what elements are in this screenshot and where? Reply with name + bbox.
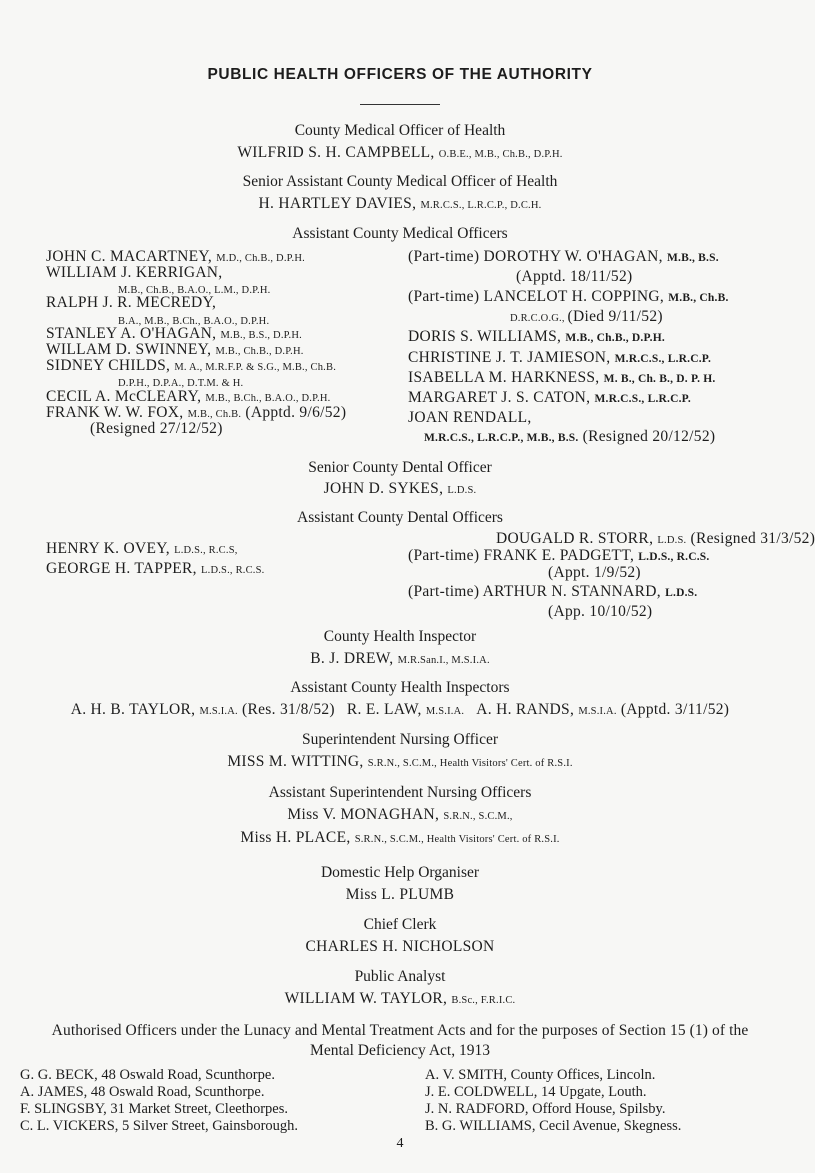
officer-name: Miss V. MONAGHAN, <box>287 806 444 823</box>
officer-name: ISABELLA M. HARKNESS, <box>408 369 604 386</box>
cc-heading: Chief Clerk <box>363 916 437 933</box>
officer-note: (Apptd. 9/6/52) <box>241 404 347 421</box>
auth-officer: J. N. RADFORD, Offord House, Spilsby. <box>425 1101 666 1117</box>
scmo-name: H. HARTLEY DAVIES, <box>258 195 421 212</box>
scmo-line <box>0 195 800 213</box>
sdo-quals: L.D.S. <box>447 485 477 496</box>
asno-line <box>0 829 800 847</box>
acmo-left-line <box>46 358 336 374</box>
acmo-right-line <box>408 370 715 386</box>
officer-name: HENRY K. OVEY, <box>46 540 175 557</box>
officer-note: (Resigned 27/12/52) <box>90 420 223 437</box>
acmo-left-line <box>46 389 330 405</box>
chi-quals: M.R.San.I., M.S.I.A. <box>397 655 490 666</box>
officer-note: (App. 10/10/52) <box>548 603 653 620</box>
scmo-heading: Senior Assistant County Medical Officer of Health <box>242 173 558 190</box>
ado-left-line <box>46 561 265 577</box>
officer-quals: M.B., Ch.B., D.P.H. <box>215 346 304 357</box>
sno-quals: S.R.N., S.C.M., Health Visitors' Cert. of R.S.I. <box>367 758 573 769</box>
officer-quals: L.D.S., R.C.S. <box>638 551 710 563</box>
ado-right-line <box>408 548 709 564</box>
page-number: 4 <box>396 1136 404 1151</box>
pa-quals: B.Sc., F.R.I.C. <box>451 995 516 1006</box>
acmo-right-line <box>516 269 632 285</box>
officer-name: LANCELOT H. COPPING, <box>483 288 669 305</box>
acmo-left-line <box>46 405 346 421</box>
scmo-quals: M.R.C.S., L.R.C.P., D.C.H. <box>420 200 542 211</box>
acmo-right-line <box>510 309 663 325</box>
cmo-heading: County Medical Officer of Health <box>294 122 506 139</box>
officer-quals: L.D.S. <box>657 535 687 546</box>
acmo-left-line <box>46 249 305 265</box>
officer-note: (Apptd. 3/11/52) <box>616 701 730 718</box>
officer-quals: L.D.S., R.C.S. <box>201 565 265 576</box>
auth-officer: J. E. COLDWELL, 14 Upgate, Louth. <box>425 1084 647 1100</box>
page-title: PUBLIC HEALTH OFFICERS OF THE AUTHORITY <box>207 66 593 83</box>
officer-note: (Died 9/11/52) <box>567 308 663 325</box>
cmo-name: WILFRID S. H. CAMPBELL, <box>237 144 439 161</box>
sno-line <box>0 753 800 771</box>
achi-line <box>0 701 800 719</box>
officer-name: MARGARET J. S. CATON, <box>408 389 595 406</box>
officer-quals: M.B., Ch.B. <box>668 292 729 304</box>
officer-quals: M.S.I.A. <box>199 706 238 717</box>
acmo-right-line <box>408 410 532 426</box>
officer-name: DORIS S. WILLIAMS, <box>408 328 566 345</box>
officer-quals: S.R.N., S.C.M., Health Visitors' Cert. of R.S.I. <box>354 834 560 845</box>
acmo-heading: Assistant County Medical Officers <box>292 225 508 242</box>
officer-name: R. E. LAW, <box>346 701 426 718</box>
auth-officer: F. SLINGSBY, 31 Market Street, Cleethorpes. <box>20 1101 289 1117</box>
officer-quals: S.R.N., S.C.M., <box>443 811 513 822</box>
officer-name: (Part-time) ARTHUR N. STANNARD, <box>408 583 666 600</box>
officer-quals: M.B., B.S. <box>666 252 719 264</box>
officer-name: GEORGE H. TAPPER, <box>46 560 202 577</box>
officer-name: DOROTHY W. O'HAGAN, <box>483 248 667 265</box>
ado-heading: Assistant County Dental Officers <box>297 509 503 526</box>
officer-name: DOUGALD R. STORR, <box>496 530 658 547</box>
officer-name: JOHN C. MACARTNEY, <box>46 248 217 265</box>
sno-heading: Superintendent Nursing Officer <box>302 731 498 748</box>
ado-right-line <box>548 565 641 581</box>
officer-name: WILLIAM J. KERRIGAN, <box>46 264 223 281</box>
chi-line <box>0 650 800 668</box>
auth-heading: Authorised Officers under the Lunacy and Mental Treatment Acts and for the purposes of Section 15 (1) of the <box>51 1022 749 1039</box>
auth-officer: C. L. VICKERS, 5 Silver Street, Gainsborough. <box>20 1118 299 1134</box>
pa-name: WILLIAM W. TAYLOR, <box>284 990 452 1007</box>
officer-name: (Part-time) FRANK E. PADGETT, <box>408 547 639 564</box>
title-rule <box>360 104 440 105</box>
auth-officer: G. G. BECK, 48 Oswald Road, Scunthorpe. <box>20 1067 275 1083</box>
officer-quals: M.B., Ch.B., B.A.O., L.M., D.P.H. <box>118 285 271 296</box>
acmo-left-line <box>46 295 216 311</box>
dho-name: Miss L. PLUMB <box>345 886 455 903</box>
pa-line <box>0 990 800 1008</box>
cmo-line <box>0 144 800 162</box>
dho-heading: Domestic Help Organiser <box>320 864 480 881</box>
officer-quals: M.D., Ch.B., D.P.H. <box>216 253 305 264</box>
officer-name: CECIL A. McCLEARY, <box>46 388 206 405</box>
officer-quals: M. B., Ch. B., D. P. H. <box>603 373 716 385</box>
officer-name: SIDNEY CHILDS, <box>46 357 175 374</box>
acmo-right-line <box>408 289 729 305</box>
ado-right-line <box>548 604 652 620</box>
officer-quals: M.S.I.A. <box>578 706 617 717</box>
sdo-heading: Senior County Dental Officer <box>308 459 492 476</box>
officer-quals: M.B., Ch.B., D.P.H. <box>565 332 665 344</box>
officer-name: STANLEY A. O'HAGAN, <box>46 325 221 342</box>
chi-name: B. J. DREW, <box>310 650 398 667</box>
cc-name: CHARLES H. NICHOLSON <box>305 938 495 955</box>
officer-note: (Resigned 31/3/52) <box>686 530 815 547</box>
officer-name: JOAN RENDALL, <box>408 409 532 426</box>
asno-heading: Assistant Superintendent Nursing Officers <box>268 784 532 801</box>
officer-name: CHRISTINE J. T. JAMIESON, <box>408 349 615 366</box>
ado-left-line <box>46 541 238 557</box>
acmo-right-line <box>408 390 691 406</box>
officer-note: (Part-time) <box>408 248 484 265</box>
acmo-left-line <box>90 421 223 437</box>
acmo-right-line <box>408 249 719 265</box>
officer-note: (Part-time) <box>408 288 484 305</box>
auth-officer: A. JAMES, 48 Oswald Road, Scunthorpe. <box>20 1084 265 1100</box>
asno-line <box>0 806 800 824</box>
officer-quals: B.A., M.B., B.Ch., B.A.O., D.P.H. <box>118 316 270 327</box>
ado-right-line <box>408 584 697 600</box>
auth-officer: B. G. WILLIAMS, Cecil Avenue, Skegness. <box>425 1118 682 1134</box>
officer-quals: M. A., M.R.F.P. & S.G., M.B., Ch.B. <box>174 362 337 373</box>
officer-quals: M.R.C.S., L.R.C.P. <box>614 353 712 365</box>
acmo-left-line <box>46 326 302 342</box>
officer-quals: M.R.C.S., L.R.C.P., M.B., B.S. <box>424 432 579 444</box>
cmo-quals: O.B.E., M.B., Ch.B., D.P.H. <box>438 149 563 160</box>
officer-name: A. H. B. TAYLOR, <box>70 701 200 718</box>
sno-name: MISS M. WITTING, <box>227 753 368 770</box>
officer-quals: L.D.S., R.C.S, <box>174 545 238 556</box>
officer-name: Miss H. PLACE, <box>240 829 355 846</box>
officer-name: A. H. RANDS, <box>476 701 579 718</box>
acmo-right-line <box>408 350 711 366</box>
sdo-name: JOHN D. SYKES, <box>323 480 448 497</box>
acmo-right-line <box>424 429 715 445</box>
achi-heading: Assistant County Health Inspectors <box>290 679 510 696</box>
pa-heading: Public Analyst <box>354 968 446 985</box>
officer-name: FRANK W. W. FOX, <box>46 404 188 421</box>
sdo-line <box>0 480 800 498</box>
officer-quals: D.P.H., D.P.A., D.T.M. & H. <box>118 378 244 389</box>
officer-quals: D.R.C.O.G., <box>510 313 568 324</box>
acmo-left-line <box>46 265 222 281</box>
officer-name: WILLAM D. SWINNEY, <box>46 341 216 358</box>
officer-note: (Res. 31/8/52) <box>237 701 335 718</box>
officer-note: (Resigned 20/12/52) <box>578 428 716 445</box>
chi-heading: County Health Inspector <box>323 628 477 645</box>
officer-quals: M.B., B.S., D.P.H. <box>220 330 302 341</box>
officer-note: (Apptd. 18/11/52) <box>516 268 633 285</box>
officer-note: (Appt. 1/9/52) <box>548 564 641 581</box>
acmo-left-line <box>46 342 304 358</box>
auth-heading-2: Mental Deficiency Act, 1913 <box>310 1042 490 1059</box>
officer-name: RALPH J. R. MECREDY, <box>46 294 217 311</box>
auth-officer: A. V. SMITH, County Offices, Lincoln. <box>425 1067 656 1083</box>
officer-quals: M.R.C.S., L.R.C.P. <box>594 393 691 405</box>
officer-quals: M.B., Ch.B. <box>187 409 242 420</box>
ado-right-line <box>496 531 815 547</box>
acmo-right-line <box>408 329 665 345</box>
officer-quals: M.B., B.Ch., B.A.O., D.P.H. <box>205 393 331 404</box>
officer-quals: M.S.I.A. <box>425 706 465 717</box>
officer-quals: L.D.S. <box>665 587 698 599</box>
